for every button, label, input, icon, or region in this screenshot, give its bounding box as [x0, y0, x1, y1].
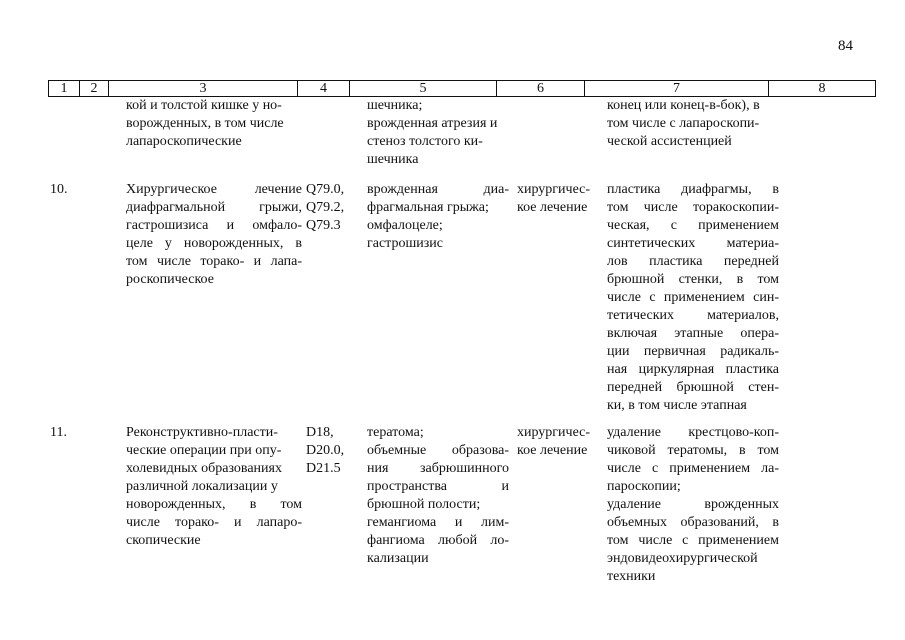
column-number-1: 1	[49, 81, 80, 97]
text-line: ная циркулярная пластика	[607, 362, 779, 377]
text-line: ческой ассистенцией	[607, 134, 732, 149]
row-10-diagnosis	[367, 181, 509, 253]
text-line: числе торако- и лапаро-	[126, 515, 302, 530]
icd-code: D20.0,	[306, 443, 345, 458]
text-line: гемангиома и лим-	[367, 515, 509, 530]
continuation-col3-text	[126, 97, 302, 151]
text-line: кой и толстой кишке у но-	[126, 98, 282, 113]
text-line: шечника	[367, 152, 419, 167]
text-line: брюшной полости;	[367, 497, 481, 512]
text-line: ворожденных, в том числе	[126, 116, 284, 131]
row-10-treatment-type	[517, 181, 603, 217]
row-number: 10.	[50, 182, 68, 197]
row-11-diagnosis	[367, 424, 509, 568]
row-10-description	[126, 181, 302, 289]
column-number-8: 8	[769, 81, 876, 97]
text-line: эндовидеохирургической	[607, 551, 758, 566]
icd-code: D18,	[306, 425, 334, 440]
column-header-row	[49, 81, 876, 97]
text-line: хирургичес-	[517, 425, 591, 440]
text-line: тетических материалов,	[607, 308, 779, 323]
row-10-codes	[306, 181, 356, 235]
text-line: роскопическое	[126, 272, 214, 287]
column-number-4: 4	[298, 81, 350, 97]
row-11-treatment-type	[517, 424, 603, 460]
column-number-3: 3	[109, 81, 298, 97]
text-line: синтетических материа-	[607, 236, 779, 251]
text-line: пароскопии;	[607, 479, 681, 494]
text-line: конец или конец-в-бок), в	[607, 98, 760, 113]
column-header-table	[48, 80, 876, 97]
text-line: целе у новорожденных, в	[126, 236, 302, 251]
text-line: кое лечение	[517, 200, 588, 215]
text-line: стеноз толстого ки-	[367, 134, 483, 149]
text-line: врожденная диа-	[367, 182, 509, 197]
row-10-treatment-method	[607, 181, 779, 415]
text-line: тератома;	[367, 425, 424, 440]
text-line: удаление врожденных	[607, 497, 779, 512]
text-line: фангиома любой ло-	[367, 533, 509, 548]
text-line: числе с применением син-	[607, 290, 779, 305]
text-line: омфалоцеле;	[367, 218, 443, 233]
text-line: том числе торако- и лапа-	[126, 254, 302, 269]
text-line: ции первичная радикаль-	[607, 344, 779, 359]
text-line: гастрошизиса и омфало-	[126, 218, 302, 233]
row-11-treatment-method	[607, 424, 779, 586]
text-line: ки, в том числе этапная	[607, 398, 747, 413]
column-number-7: 7	[585, 81, 769, 97]
text-line: лапароскопические	[126, 134, 242, 149]
text-line: брюшной стенки, в том	[607, 272, 779, 287]
text-line: диафрагмальной грыжи,	[126, 200, 302, 215]
text-line: Реконструктивно-пласти-	[126, 425, 278, 440]
text-line: кое лечение	[517, 443, 588, 458]
text-line: различной локализации у	[126, 479, 278, 494]
continuation-col5-text	[367, 97, 509, 169]
text-line: чиковой тератомы, в том	[607, 443, 779, 458]
page-number: 84	[838, 38, 853, 54]
text-line: том числе с применением	[607, 533, 779, 548]
text-line: пластика диафрагмы, в	[607, 182, 779, 197]
icd-code: Q79.3	[306, 218, 341, 233]
text-line: фрагмальная грыжа;	[367, 200, 489, 215]
icd-code: D21.5	[306, 461, 341, 476]
column-number-2: 2	[80, 81, 109, 97]
text-line: гастрошизис	[367, 236, 443, 251]
text-line: техники	[607, 569, 656, 584]
row-11-description	[126, 424, 302, 550]
icd-code: Q79.0,	[306, 182, 345, 197]
text-line: лов пластика передней	[607, 254, 779, 269]
text-line: том числе с лапароскопи-	[607, 116, 760, 131]
text-line: ния забрюшинного	[367, 461, 509, 476]
text-line: Хирургическое лечение	[126, 182, 302, 197]
text-line: ческая, с применением	[607, 218, 779, 233]
text-line: включая этапные опера-	[607, 326, 779, 341]
text-line: передней брюшной стен-	[607, 380, 779, 395]
text-line: кализации	[367, 551, 429, 566]
text-line: том числе торакоскопии-	[607, 200, 779, 215]
text-line: объемных образований, в	[607, 515, 779, 530]
text-line: холевидных образованиях	[126, 461, 282, 476]
text-line: пространства и	[367, 479, 509, 494]
column-number-6: 6	[497, 81, 585, 97]
text-line: врожденная атрезия и	[367, 116, 498, 131]
text-line: числе с применением ла-	[607, 461, 779, 476]
text-line: удаление крестцово-коп-	[607, 425, 779, 440]
text-line: скопические	[126, 533, 201, 548]
text-line: хирургичес-	[517, 182, 591, 197]
row-11-codes	[306, 424, 356, 478]
icd-code: Q79.2,	[306, 200, 345, 215]
continuation-col7-text	[607, 97, 779, 151]
column-number-5: 5	[350, 81, 497, 97]
text-line: объемные образова-	[367, 443, 509, 458]
text-line: новорожденных, в том	[126, 497, 302, 512]
text-line: шечника;	[367, 98, 423, 113]
text-line: ческие операции при опу-	[126, 443, 282, 458]
row-number: 11.	[50, 425, 67, 440]
